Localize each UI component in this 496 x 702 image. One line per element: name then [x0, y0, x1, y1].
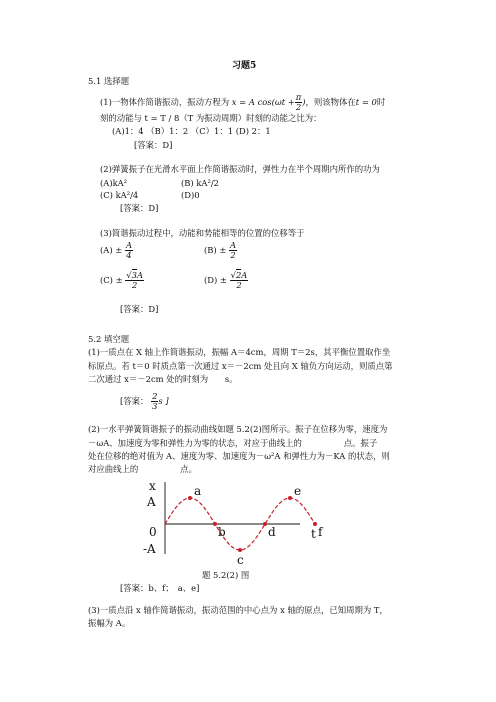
f3-line2: 振幅为 A。 [88, 618, 131, 628]
q1-options: (A)1：4 （B）1：2 （C）1：1 (D) 2：1 [112, 126, 271, 136]
graph-tick-negA: -A [143, 542, 156, 556]
q1-line1 [100, 93, 385, 112]
graph-point-e [288, 496, 292, 500]
graph-point-label-a: a [194, 484, 202, 498]
f1-answer-den: 3 [152, 400, 158, 411]
f1-line1: (1)一质点在 X 轴上作简谐振动，振幅 A＝4cm，周期 T＝2s，其平衡位置取作坐 [88, 347, 391, 357]
q3-option-a-label: (A) ± [100, 244, 123, 255]
q3-a-num: A [125, 240, 132, 250]
q3-option-c [100, 271, 144, 290]
f1-answer-post: s ] [158, 395, 169, 406]
q1-equation: x = A cos(ωt + [231, 96, 295, 107]
page-title: 习题5 [232, 61, 257, 71]
q3-option-c-fraction [125, 271, 144, 290]
graph-point-label-e: e [294, 484, 302, 498]
q1-eq-close: ) [302, 96, 306, 107]
q2-option-a: (A)kA² [100, 178, 128, 188]
q3-d-root: 2 [235, 270, 242, 280]
graph-axis-t-label: t [311, 527, 316, 541]
section-heading-5-1: 5.1 选择题 [88, 76, 130, 86]
q3-d-num: √2A [230, 270, 248, 280]
graph-point-label-c: c [237, 553, 244, 567]
q2-option-c: (C) kA²/4 [100, 190, 139, 200]
graph-point-b [213, 522, 217, 526]
q2-stem: (2)弹簧振子在光滑水平面上作简谐振动时，弹性力在半个周期内所作的功为 [100, 164, 380, 174]
q1-pre: (1)一物体作简谐振动，振动方程为 [100, 96, 230, 107]
q3-option-c-label: (C) ± [100, 274, 123, 285]
f1-answer [120, 392, 169, 411]
q1-post2: 时 [376, 96, 386, 107]
q2-answer: [答案：D] [120, 203, 159, 213]
q2-option-b: (B) kA²/2 [181, 178, 219, 188]
q2-option-d: (D)0 [181, 190, 200, 200]
f1-line3: 二次通过 x＝－2cm 处的时刻为 s。 [88, 374, 238, 384]
q3-b-num: A [230, 240, 237, 250]
q3-option-b-fraction [229, 241, 237, 260]
f3-line1: (3)一质点沿 x 轴作简谐振动，振动范围的中心点为 x 轴的原点，已知周期为 T， [88, 605, 388, 615]
q1-frac-num: π [295, 92, 302, 102]
graph-point-label-d: d [268, 525, 276, 539]
f2-line4: 对应曲线上的 点。 [88, 464, 197, 474]
q3-answer: [答案：D] [120, 304, 159, 314]
graph-axis-x-label: x [149, 479, 156, 493]
q1-post1: ，则该物体在 [305, 96, 356, 107]
f1-answer-num: 2 [152, 391, 158, 401]
q1-answer: [答案：D] [134, 140, 173, 150]
q3-c-den: 2 [132, 279, 138, 290]
graph-tick-0: 0 [149, 525, 157, 539]
section-heading-5-2: 5.2 填空题 [88, 334, 130, 344]
q3-option-d [204, 271, 248, 290]
graph-point-a [188, 496, 192, 500]
q1-line2: 刻的动能与 t = T / 8（T 为振动周期）时刻的动能之比为： [100, 113, 322, 123]
f2-line3: 处在位移的绝对值为 A、速度为零、加速度为－ω²A 和弹性力为－KA 的状态，则 [88, 451, 390, 461]
graph-point-c [238, 548, 242, 552]
graph-point-label-f: f [318, 525, 323, 539]
f2-line2: －ωA、加速度为零和弹性力为零的状态，对应于曲线上的 点。振子 [88, 438, 378, 448]
q3-stem: (3)简谐振动过程中，动能和势能相等的位置的位移等于 [100, 228, 305, 238]
q3-c-root: 3 [131, 270, 137, 280]
q3-c-var: A [136, 270, 144, 280]
q3-option-b-label: (B) ± [204, 244, 227, 255]
q3-option-d-fraction [230, 271, 249, 290]
f2-caption: 题 5.2(2) 图 [202, 570, 250, 580]
q1-t0: t = 0 [355, 96, 377, 107]
q3-b-den: 2 [230, 249, 236, 260]
q3-d-var: A [241, 270, 248, 280]
q3-a-den: 4 [126, 249, 132, 260]
q1-frac-den: 2 [295, 101, 302, 112]
graph-point-d [263, 522, 267, 526]
q3-option-b [204, 241, 237, 260]
oscillation-graph [140, 476, 330, 568]
graph-tick-A: A [147, 495, 156, 509]
f1-answer-pre: [答案： [120, 395, 149, 406]
q3-option-a-fraction [125, 241, 133, 260]
q3-c-num: √3A [126, 270, 144, 280]
f2-answer: [答案：b、f； a、e] [120, 583, 200, 593]
q3-option-d-label: (D) ± [204, 274, 227, 285]
graph-point-f [313, 522, 317, 526]
q3-d-den: 2 [236, 279, 242, 290]
q3-option-a [100, 241, 133, 260]
graph-point-label-b: b [218, 525, 226, 539]
f2-line1: (2)一水平弹簧简谐振子的振动曲线如题 5.2(2)图所示。振子在位移为零，速度为 [88, 424, 388, 434]
f1-line2: 标原点。若 t＝0 时质点第一次通过 x＝－2cm 处且向 X 轴负方向运动，则质点第 [88, 361, 393, 371]
